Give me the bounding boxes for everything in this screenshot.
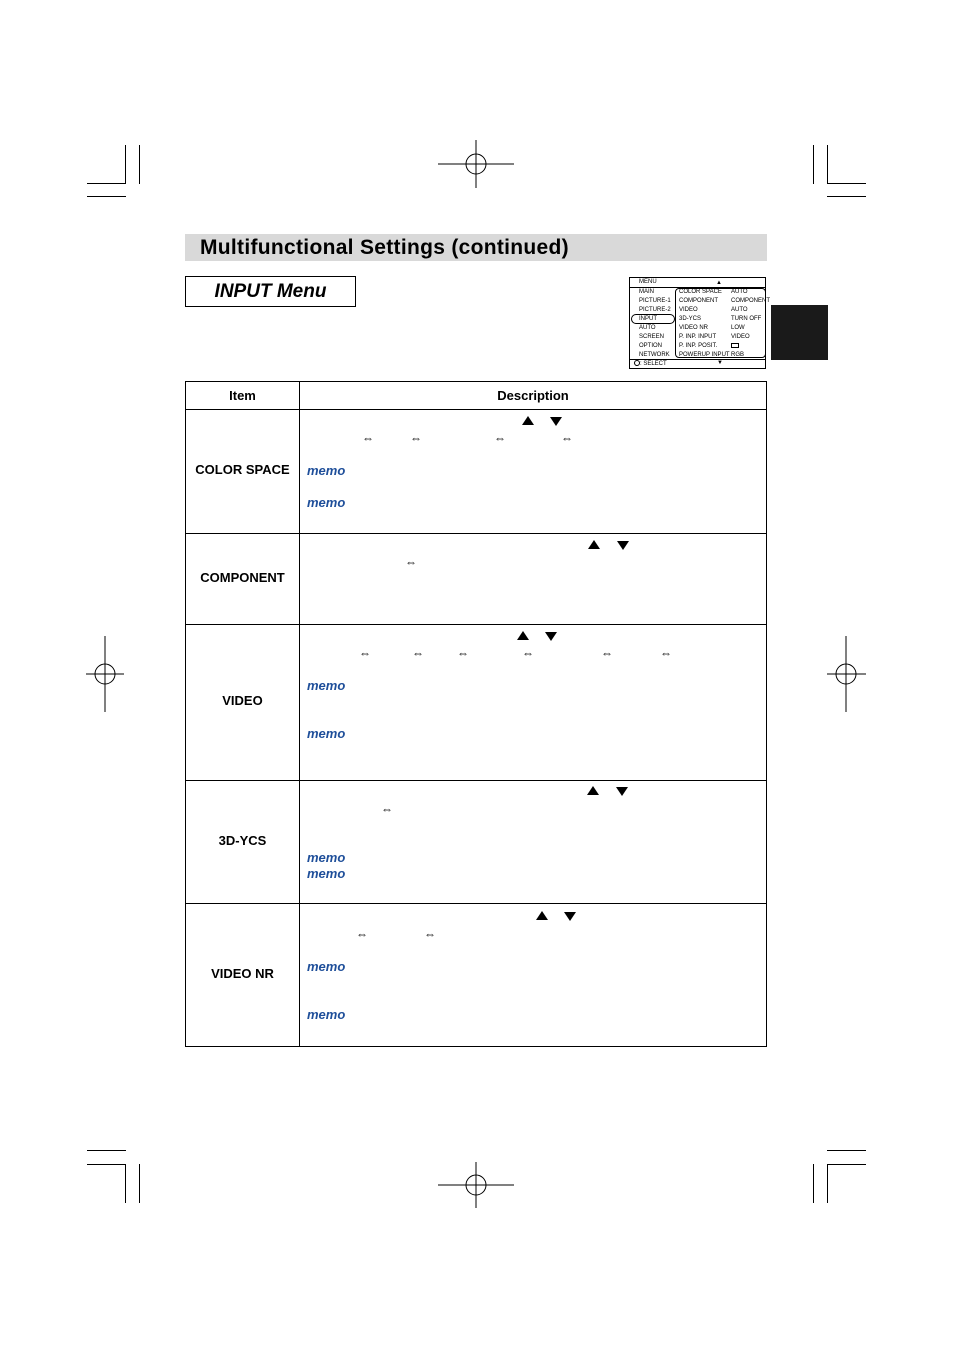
osd-submenu-value: AUTO (731, 289, 748, 295)
osd-left-item: NETWORK (639, 352, 670, 358)
osd-menu-illustration (629, 277, 770, 369)
osd-submenu-value: RGB (731, 352, 745, 358)
header-item: Item (229, 388, 256, 403)
memo-label: memo (307, 495, 346, 510)
section-title: INPUT Menu (214, 281, 327, 302)
osd-submenu-name: POWERUP INPUT (679, 352, 730, 358)
left-right-arrow-icon: ⇔ (494, 431, 506, 445)
osd-submenu-value: TURN OFF (731, 316, 762, 322)
osd-submenu-name: VIDEO (679, 307, 698, 313)
row-label-video-nr: VIDEO NR (211, 966, 274, 981)
osd-submenu-name: P. INP. POSIT. (679, 343, 718, 349)
row-label-3d-ycs: 3D-YCS (218, 833, 267, 848)
up-arrow-icon (517, 631, 529, 640)
up-arrow-icon (588, 540, 600, 549)
memo-label: memo (307, 463, 346, 478)
left-right-arrow-icon: ⇔ (660, 646, 672, 660)
osd-left-item: AUTO (639, 325, 656, 331)
memo-label: memo (307, 726, 346, 741)
input-menu-table (185, 381, 767, 1047)
osd-submenu-value: VIDEO (731, 334, 750, 340)
osd-submenu-values (731, 288, 770, 360)
row-label-video: VIDEO (222, 693, 263, 708)
memo-label: memo (307, 959, 346, 974)
osd-scroll-up-icon: ▲ (716, 280, 722, 286)
left-right-arrow-icon: ⇔ (410, 431, 422, 445)
left-right-arrow-icon: ⇔ (457, 646, 469, 660)
left-right-arrow-icon: ⇔ (601, 646, 613, 660)
osd-scroll-down-icon: ▼ (717, 360, 723, 366)
osd-submenu-value: LOW (731, 325, 745, 331)
up-arrow-icon (536, 911, 548, 920)
down-arrow-icon (545, 632, 557, 641)
left-right-arrow-icon: ⇔ (424, 927, 436, 941)
memo-label: memo (307, 850, 346, 865)
osd-menu-label: MENU (639, 279, 657, 285)
osd-submenu-name: COLOR SPACE (679, 289, 722, 295)
memo-label: memo (307, 678, 346, 693)
down-arrow-icon (617, 541, 629, 550)
row-label-component: COMPONENT (200, 570, 285, 585)
left-right-arrow-icon: ⇔ (412, 646, 424, 660)
osd-submenu-name: COMPONENT (679, 298, 718, 304)
chapter-tab (771, 305, 828, 360)
left-right-arrow-icon: ⇔ (561, 431, 573, 445)
memo-label: memo (307, 866, 346, 881)
title-bar (185, 234, 767, 261)
down-arrow-icon (616, 787, 628, 796)
osd-left-item: MAIN (639, 289, 654, 295)
osd-left-item: INPUT (639, 316, 657, 322)
section-title-box (185, 276, 356, 307)
picture-in-picture-icon (731, 343, 739, 348)
up-arrow-icon (587, 786, 599, 795)
osd-footer: : SELECT (634, 360, 667, 369)
down-arrow-icon (564, 912, 576, 921)
osd-left-item: PICTURE-2 (639, 307, 671, 313)
osd-left-item: SCREEN (639, 334, 665, 340)
left-right-arrow-icon: ⇔ (381, 802, 393, 816)
left-right-arrow-icon: ⇔ (405, 555, 417, 569)
left-right-arrow-icon: ⇔ (522, 646, 534, 660)
page-title: Multifunctional Settings (continued) (200, 236, 569, 259)
osd-submenu-value: COMPONENT (731, 298, 770, 304)
osd-submenu-name: 3D-YCS (679, 316, 702, 322)
osd-submenu-value: AUTO (731, 307, 748, 313)
osd-submenu-name: P. INP. INPUT (679, 334, 717, 340)
osd-left-item: PICTURE-1 (639, 298, 671, 304)
left-right-arrow-icon: ⇔ (359, 646, 371, 660)
row-label-color-space: COLOR SPACE (195, 462, 290, 477)
osd-submenu-names (679, 288, 730, 360)
osd-left-list (639, 288, 671, 360)
up-arrow-icon (522, 416, 534, 425)
down-arrow-icon (550, 417, 562, 426)
left-right-arrow-icon: ⇔ (356, 927, 368, 941)
header-description: Description (497, 388, 569, 403)
memo-label: memo (307, 1007, 346, 1022)
osd-left-item: OPTION (639, 343, 663, 349)
osd-submenu-name: VIDEO NR (679, 325, 709, 331)
left-right-arrow-icon: ⇔ (362, 431, 374, 445)
